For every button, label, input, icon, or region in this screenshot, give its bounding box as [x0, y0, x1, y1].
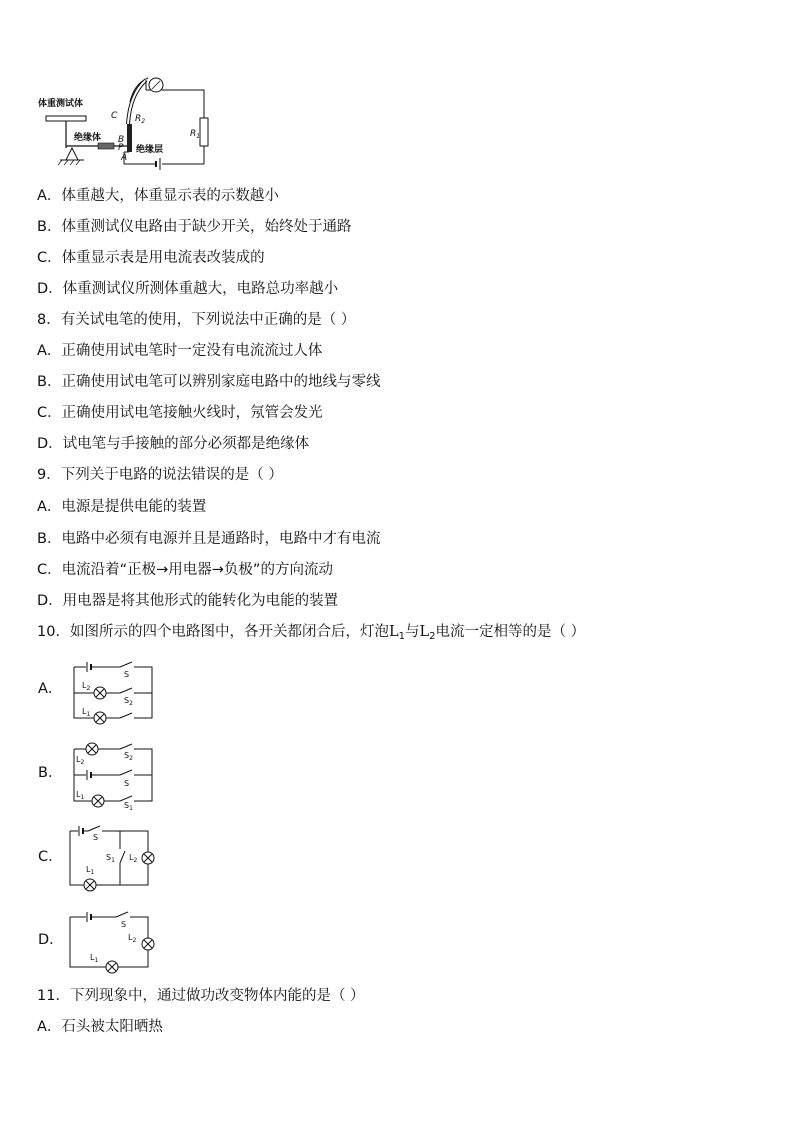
q10-option-c-label[interactable]: C． — [38, 849, 63, 865]
q10-option-a-label[interactable]: A． — [38, 681, 63, 697]
q9-stem: 9．下列关于电路的说法错误的是（ ） — [37, 467, 283, 483]
label-p: P — [118, 143, 124, 153]
q7-option-a[interactable]: A．体重越大，体重显示表的示数越小 — [37, 188, 279, 204]
label-c: C — [111, 111, 118, 121]
label-s: S — [124, 670, 130, 679]
q8-option-b[interactable]: B．正确使用试电笔可以辨别家庭电路中的地线与零线 — [37, 374, 381, 390]
q8-option-a[interactable]: A．正确使用试电笔时一定没有电流流过人体 — [37, 343, 323, 359]
label-l2: $L_2$ — [129, 853, 138, 864]
q10-circuit-a[interactable] — [68, 660, 158, 724]
q8-option-d[interactable]: D．试电笔与手接触的部分必须都是绝缘体 — [37, 436, 310, 452]
q11-option-a[interactable]: A．石头被太阳晒热 — [37, 1019, 163, 1035]
q10-circuit-c[interactable] — [68, 823, 158, 889]
label-r2: $R_2$ — [135, 114, 146, 125]
q10-stem: 10．如图所示的四个电路图中，各开关都闭合后，灯泡$L_1$与$L_2$电流一定相等的是（ ） — [37, 624, 586, 642]
q10-circuit-b[interactable] — [68, 741, 158, 812]
q9-option-a[interactable]: A．电源是提供电能的装置 — [37, 499, 207, 515]
label-body-tester: 体重测试体 — [38, 99, 84, 109]
q8-stem: 8．有关试电笔的使用，下列说法中正确的是（ ） — [37, 312, 356, 328]
weight-tester-figure — [38, 72, 238, 172]
q10-option-b-label[interactable]: B． — [38, 765, 63, 781]
label-s1: $S_1$ — [124, 801, 133, 812]
pivot — [66, 148, 78, 160]
label-l1: $L_1$ — [76, 790, 85, 801]
insulating-layer — [127, 124, 132, 152]
q9-option-c[interactable]: C．电流沿着“正极→用电器→负极”的方向流动 — [37, 562, 333, 578]
q7-option-b[interactable]: B．体重测试仪电路由于缺少开关，始终处于通路 — [37, 219, 352, 235]
label-l1: $L_1$ — [86, 865, 95, 876]
label-s1: $S_1$ — [106, 853, 115, 864]
q8-option-c[interactable]: C．正确使用试电笔接触火线时，氖管会发光 — [37, 405, 323, 421]
label-s2: $S_2$ — [124, 696, 133, 707]
label-b: B — [118, 135, 125, 145]
q10-circuit-d[interactable] — [68, 907, 158, 973]
weighing-plate — [46, 116, 86, 121]
q10-option-d-label[interactable]: D． — [38, 932, 64, 948]
label-l2: $L_2$ — [76, 755, 85, 766]
q7-option-c[interactable]: C．体重显示表是用电流表改装成的 — [37, 250, 265, 266]
label-s: S — [93, 833, 99, 842]
label-s: S — [124, 779, 130, 788]
label-insulator: 绝缘体 — [74, 133, 102, 143]
resistor-r1 — [200, 118, 208, 146]
label-l1: $L_1$ — [90, 953, 99, 964]
q11-stem: 11．下列现象中，通过做功改变物体内能的是（ ） — [37, 988, 365, 1004]
label-insulating-layer: 绝缘层 — [136, 145, 164, 155]
label-a: A — [121, 153, 128, 163]
q9-option-d[interactable]: D．用电器是将其他形式的能转化为电能的装置 — [37, 593, 339, 609]
label-l2: $L_2$ — [128, 933, 137, 944]
q9-option-b[interactable]: B．电路中必须有电源并且是通路时，电路中才有电流 — [37, 531, 381, 547]
label-l1: $L_1$ — [82, 707, 91, 718]
q7-option-d[interactable]: D．体重测试仪所测体重越大，电路总功率越小 — [37, 281, 339, 297]
label-s2: $S_2$ — [124, 751, 133, 762]
label-r1: $R_1$ — [190, 129, 201, 140]
label-l2: $L_2$ — [82, 681, 91, 692]
label-s: S — [121, 920, 127, 929]
